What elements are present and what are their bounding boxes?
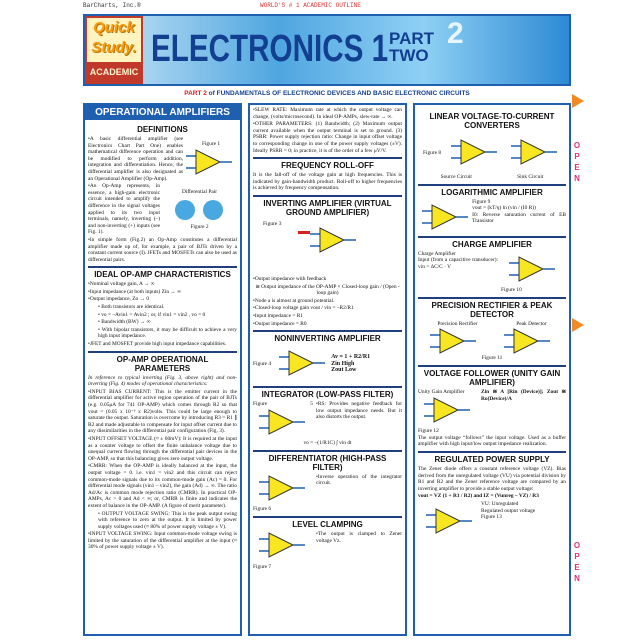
formula: Zin High [331, 360, 355, 367]
part-number-word: TWO [389, 46, 429, 65]
heading-rolloff: FREQUENCY ROLL-OFF [253, 157, 402, 170]
heading-clamping: LEVEL CLAMPING [253, 516, 402, 529]
subtitle-rest: of FUNDAMENTALS OF ELECTRONIC DEVICES AND BASIC ELECTRONIC CIRCUITS [206, 90, 470, 97]
subtitle-prefix: PART 2 [184, 90, 207, 97]
opamp-figure-icon [186, 148, 236, 178]
figure-label: Figure 9 [472, 198, 491, 205]
list-item: •Nominal voltage gain, A → ∞ [88, 281, 155, 288]
section-title: OPERATIONAL AMPLIFIERS [85, 105, 240, 120]
caption: Charge Amplifier [418, 250, 456, 257]
def-text: •A basic differential amplifier (see Electronics Chart Part One) enables mathematical difference operation and can be modified to perform addition, integration and differentiation. Hence, the differential amplifier is also designated as an Operational Amplifier (Op-Amp). [88, 136, 183, 182]
heading-charge: CHARGE AMPLIFIER [418, 236, 566, 249]
formula: ≅ Output impedance of the OP-AMP × Closed-loop gain / (Open - loop gain) [255, 283, 400, 297]
tab-arrow-icon [572, 318, 584, 332]
heading-differentiator: DIFFERENTIATOR (HIGH-PASS FILTER) [253, 450, 402, 472]
opamp-figure-icon [418, 396, 478, 426]
opamp-figure-icon [501, 251, 561, 285]
part-number: 2 [447, 17, 464, 50]
list-item: •INPUT BIAS CURRENT: This is the emitter current in the differential amplifier for active region operation of the pair of BJTs (e.g. 0.05μA for 741 OP-AMP) which comes through R2 so that vout = (0.05 x 10⁻⁶ x R2)volts. This could be large enough to saturate the output. Saturation is overcome by introducing R3 = R1 ∥ R2 and made adjustable to compensate for input offset current due to any dissimilarities in the differential pair configuration (Fig. 3). [88, 388, 237, 435]
opamp-figure-icon [253, 531, 313, 561]
clamp-text: •The output is clamped to Zener voltage Vz. [316, 531, 402, 544]
figure-label: Figure 6 [253, 506, 272, 513]
list-item: •INPUT OFFSET VOLTAGE (≈ ± 60mV): It is required at the input as a counter voltage to offset the finite unbalance voltage due to unequal current flowing through the differential pair devices in the OP-AMP, so that this balancing gives zero output voltage. [88, 435, 237, 462]
figure-label: Figure 7 [253, 563, 272, 570]
heading-follower: VOLTAGE FOLLOWER (UNITY GAIN AMPLIFIER) [418, 365, 566, 387]
page-title: ELECTRONICS 1 [151, 28, 389, 70]
opamp-figure-icon [504, 327, 554, 355]
figure-label: Figure 13 [481, 514, 502, 521]
note: Input (from a capacitive transducer): vin = ΔC/C · V [418, 257, 498, 270]
figure-label: Figure 8 [422, 149, 442, 156]
opamp-figure-icon [253, 408, 313, 438]
list-item: •Node a is almost at ground potential. [253, 297, 335, 304]
figure-label: Figure 12 [418, 428, 439, 435]
list-item: • Bandwidth (BW) → ∞ [98, 319, 151, 326]
formula: vo = –(1/R1C) ∫ vin dt [303, 440, 352, 447]
list-item: •CMRR: When the OP-AMP is ideally balanced at the input, the output voltage = 0. i.e. vin1 = vin2 and this circuit can reject common-mode signals due to its common-mode gain (Ac) = 0. For differential mode signals (vin1 – vin2), the gain (Ad) → ∞. The ratio Ad/Ac is common mode rejection ratio (CMRR). In practical OP-AMPs, Ac > 0 and Ad < ∞; or, CMRR is finite and indicates the extent of balance in the OP-AMP. (A figure of merit parameter). [88, 463, 237, 509]
list-item: • With bipolar transistors, it may be difficult to achieve a very high input impedance. [98, 326, 237, 340]
formula: Zin ≅ A [Rin (Device)]; Zout ≅ Ro(Device)/A [481, 388, 566, 402]
figure-label: Figure 1 [201, 141, 221, 148]
heading-power-supply: REGULATED POWER SUPPLY [418, 451, 566, 464]
differential-pair-icon [165, 196, 235, 224]
heading-log: LOGARITHMIC AMPLIFIER [418, 184, 566, 197]
rolloff-text: It is the fall-off of the voltage gain at high frequencies. This is indicated by gain-bandwidth product. Roll-off to higher frequencies is achieved by frequency compensation. [253, 172, 402, 192]
tab-arrow-icon [572, 94, 584, 108]
list-item: •Output impedance with feedback [253, 275, 327, 282]
caption: Unity Gain Amplifier [418, 388, 465, 395]
logo-line3: ACADEMIC [89, 67, 139, 77]
formula: vout = VZ (1 + R1 / R2) and IZ = (Vunreg – VZ) / R3 [418, 493, 539, 500]
title-banner [83, 14, 571, 86]
part-label-word: PART [389, 29, 435, 48]
figure-label: Figure 2 [190, 224, 209, 231]
opamp-figure-icon [253, 474, 313, 504]
figure-title: Differential Pair [181, 189, 218, 196]
power-supply-text: The Zener diode offers a constant reference voltage (VZ). Bias derived from the unregulated voltage (VU) via potential division by R1 and R2 and the Zener reference voltage are compared by an inverting amplifier to provide a stable output voltage: [418, 465, 566, 492]
column-op-amps [83, 103, 242, 636]
list-item: •Output impedance, Zo → 0 [88, 296, 150, 303]
heading-params: OP-AMP OPERATIONAL PARAMETERS [88, 351, 237, 373]
heading-noninverting: NONINVERTING AMPLIFIER [253, 330, 402, 343]
heading-inverting: INVERTING AMPLIFIER (VIRTUAL GROUND AMPLIFIER) [253, 195, 402, 217]
tagline: WORLD'S # 1 ACADEMIC OUTLINE [260, 2, 361, 9]
caption: Precision Rectifier [437, 320, 478, 327]
caption: Source Circuit [440, 174, 472, 180]
integrator-text: •RS: Provides negative feedback for low output impedance needs. But it also distorts the output. [316, 401, 402, 421]
figure-label: Figure 3 [263, 220, 282, 227]
list-item: • Both transistors are identical. [98, 304, 165, 311]
figure-label: Figure 4 [253, 360, 272, 367]
caption: Sink Circuit [517, 174, 544, 180]
list-item: •Input impedance = R1 [253, 312, 303, 319]
formula: Zout Low [331, 367, 357, 374]
slew-rate-text: •SLEW RATE: Maximum rate at which the output voltage can change, (volts/microsecond). In ideal OP-AMPs, slew-rate → ∞. [253, 107, 402, 120]
follower-text: The output voltage “follows” the input voltage. Used as a buffer amplifier with high input/low output impedance realization. [418, 434, 566, 448]
opamp-figure-icon [418, 501, 478, 541]
list-item: •Input impedance (at both inputs) Zin → ∞ [88, 288, 182, 295]
opamp-figure-icon [298, 226, 358, 266]
publisher: BarCharts, Inc.® [83, 2, 141, 9]
figure-label: Figure 5 [253, 401, 313, 408]
column-amplifiers [248, 103, 407, 636]
opamp-figure-icon [271, 349, 331, 379]
note: VU: Unregulated [481, 500, 519, 507]
note: Regulated output voltage [481, 507, 536, 514]
other-params-text: •OTHER PARAMETERS: (1) Bandwidth; (2) Maximum output current available when the output terminal is set to ground. (3) PSRR: Power supply rejection ratio: Change in input offset voltage to corresponding change in one of the power supply voltages (±V). Ideally PSRR = 0; in practice, it is of the order of a few μV/V. [253, 121, 402, 154]
list-item: • OUTPUT VOLTAGE SWING: This is the peak output swing with reference to zero at the output. It is limited by power supply voltages used (≈ 80% of power supply voltage ± V). [98, 510, 237, 530]
params-intro: In reference to typical inverting (Fig. 3, above right) and non-inverting (Fig. 4) modes of operational characteristics: [88, 374, 237, 388]
list-item: •INPUT VOLTAGE SWING: Input common-mode voltage swing is limited by the saturation of the differential amplifier at the input (≈ 30% of power supply voltage ± V). [88, 531, 237, 551]
opamp-figure-icon [418, 199, 469, 233]
figure-label: Figure 10 [501, 287, 522, 294]
formula: Av = 1 + R2/R1 [331, 354, 371, 361]
list-item: •Closed-loop voltage gain vout / vin = –R2/R1 [253, 305, 354, 312]
opamp-figure-icon [451, 138, 501, 168]
list-item: •JFET and MOSFET provide high input impedance capabilities. [88, 341, 227, 348]
open-tab-label: O P E N [573, 541, 581, 583]
figure-label: Figure 11 [481, 355, 503, 362]
heading-rectifier: PRECISION RECTIFIER & PEAK DETECTOR [418, 297, 566, 319]
list-item: •Output impedance = R0 [253, 320, 307, 327]
heading-integrator: INTEGRATOR (LOW-PASS FILTER) [253, 386, 402, 399]
logo-line1: Quick [93, 19, 135, 36]
list-item: • vo = –Avin1 = Avin2 ; or, if vin1 = vin2 , vo = 0 [98, 311, 206, 318]
quickstudy-logo [85, 16, 143, 84]
differentiator-text: •Inverse operation of the integrator circuit. [316, 473, 402, 487]
note: I0: Reverse saturation current of EB Transistor [472, 211, 566, 225]
open-tab-label: O P E N [573, 141, 581, 183]
formula: vout = (kT/q) ln (vin / (I0 R)) [472, 205, 536, 212]
heading-ideal: IDEAL OP-AMP CHARACTERISTICS [88, 266, 237, 279]
def-text: •An Op-Amp represents, in essence, a high-gain electronic circuit intended to amplify the difference in the signal voltages applied to its two input terminals, namely, inverting (–) and non-inverting (+) inputs (see Fig. 1). [88, 183, 160, 236]
def-text: •In simple form (Fig.2) an Op-Amp constitutes a differential amplifier made up of, for example, a pair of BJTs driven by a constant current source (I). JFETs and MOSFETs can also be used as differential pairs. [88, 236, 237, 263]
part-label [389, 30, 434, 64]
logo-line2: Study. [91, 39, 137, 56]
heading-converters: LINEAR VOLTAGE-TO-CURRENT CONVERTERS [429, 112, 555, 130]
subtitle [83, 90, 571, 97]
heading-definitions: DEFINITIONS [137, 125, 188, 134]
opamp-figure-icon [511, 138, 561, 168]
caption: Peak Detector [516, 320, 547, 327]
opamp-figure-icon [430, 327, 480, 355]
column-circuits [413, 103, 571, 636]
